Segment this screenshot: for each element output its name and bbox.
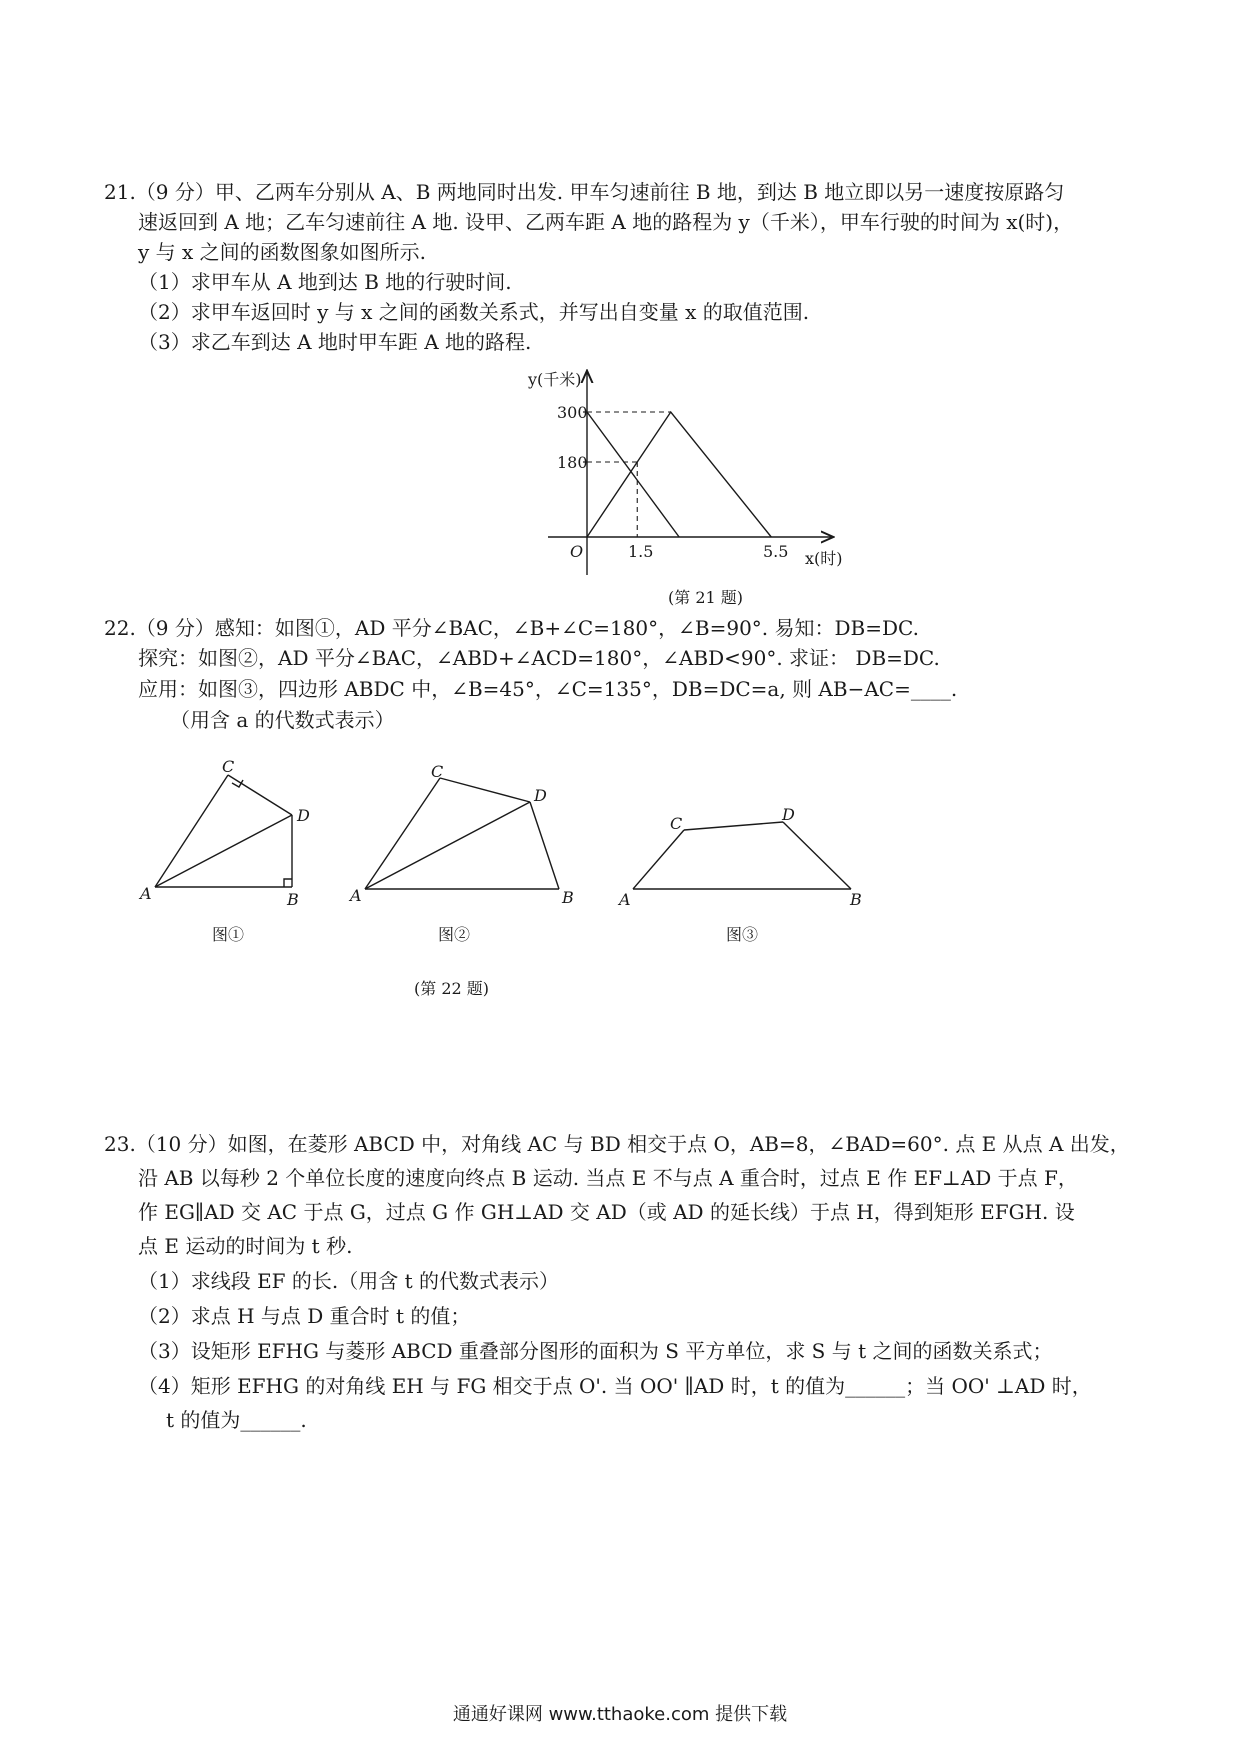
fig1-right-angle-b xyxy=(284,879,292,887)
q22-caption: (第 22 题) xyxy=(414,979,490,998)
q23-sub-2: （2）求点 H 与点 D 重合时 t 的值； xyxy=(138,1304,471,1328)
fig1-side-cd xyxy=(228,775,292,815)
origin-label: O xyxy=(570,542,584,561)
fig1-label-b: B xyxy=(287,890,299,909)
fig1-caption: 图① xyxy=(212,925,245,944)
fig2-caption: 图② xyxy=(438,925,471,944)
fig2-label-b: B xyxy=(562,888,574,907)
fig3-caption: 图③ xyxy=(726,925,759,944)
q23-line-4: 点 E 运动的时间为 t 秒. xyxy=(138,1234,353,1258)
y-axis-label: y(千米) xyxy=(528,370,582,389)
fig2-side-cd xyxy=(440,778,530,802)
figure-3 xyxy=(633,822,851,889)
fig2-side-db xyxy=(530,802,559,889)
fig3-side-cd xyxy=(684,822,783,830)
q23-sub-3: （3）设矩形 EFHG 与菱形 ABCD 重叠部分图形的面积为 S 平方单位，求 S 与 t 之间的函数关系式； xyxy=(138,1339,1053,1363)
q22-line-1: 22.（9 分）感知：如图①，AD 平分∠BAC，∠B+∠C=180°，∠B=90°. 易知：DB=DC. xyxy=(104,616,919,640)
x-tick-5-5: 5.5 xyxy=(763,542,789,561)
fig1-label-a: A xyxy=(140,884,152,903)
fig1-side-ac xyxy=(155,775,228,887)
x-tick-1-5: 1.5 xyxy=(628,542,654,561)
fig3-label-c: C xyxy=(670,814,683,833)
fig1-diagonal-ad xyxy=(155,815,292,887)
figure-1 xyxy=(155,775,292,887)
fig2-label-d: D xyxy=(534,786,547,805)
q21-line-3: y 与 x 之间的函数图象如图所示. xyxy=(138,240,427,264)
fig2-label-c: C xyxy=(431,762,444,781)
figure-2 xyxy=(365,778,559,889)
q22-line-4: （用含 a 的代数式表示） xyxy=(170,708,395,732)
fig2-label-a: A xyxy=(350,886,362,905)
q21-caption: (第 21 题) xyxy=(668,588,744,607)
fig3-label-d: D xyxy=(782,805,795,824)
q23-sub-4: （4）矩形 EFHG 的对角线 EH 与 FG 相交于点 O'. 当 OO' ∥AD 时，t 的值为______；当 OO' ⊥AD 时， xyxy=(138,1374,1092,1398)
fig3-label-a: A xyxy=(619,890,631,909)
q23-line-1: 23.（10 分）如图，在菱形 ABCD 中，对角线 AC 与 BD 相交于点 O，AB=8，∠BAD=60°. 点 E 从点 A 出发， xyxy=(104,1132,1130,1156)
fig3-label-b: B xyxy=(850,890,862,909)
footer-text: 通通好课网 www.tthaoke.com 提供下载 xyxy=(452,1704,788,1725)
q23-line-3: 作 EG∥AD 交 AC 于点 G，过点 G 作 GH⊥AD 交 AD（或 AD 的延长线）于点 H，得到矩形 EFGH. 设 xyxy=(138,1200,1075,1224)
q21-sub-1: （1）求甲车从 A 地到达 B 地的行驶时间. xyxy=(138,270,512,294)
q23-sub-4-cont: t 的值为______. xyxy=(166,1408,307,1432)
q22-line-3: 应用：如图③，四边形 ABDC 中，∠B=45°，∠C=135°，DB=DC=a, 则 AB−AC=____. xyxy=(138,677,958,701)
fig2-diagonal-ad xyxy=(365,802,530,889)
q21-sub-2: （2）求甲车返回时 y 与 x 之间的函数关系式，并写出自变量 x 的取值范围. xyxy=(138,300,810,324)
q21-sub-3: （3）求乙车到达 A 地时甲车距 A 地的路程. xyxy=(138,330,532,354)
y-tick-180: 180 xyxy=(557,453,588,472)
fig2-side-ac xyxy=(365,778,440,889)
q22-line-2: 探究：如图②，AD 平分∠BAC，∠ABD+∠ACD=180°，∠ABD<90°. 求证： DB=DC. xyxy=(138,646,940,670)
q21-line-1: 21.（9 分）甲、乙两车分别从 A、B 两地同时出发. 甲车匀速前往 B 地，到达 B 地立即以另一速度按原路匀 xyxy=(104,180,1065,204)
q23-sub-1: （1）求线段 EF 的长.（用含 t 的代数式表示） xyxy=(138,1269,560,1293)
y-tick-300: 300 xyxy=(557,403,588,422)
q21-line-2: 速返回到 A 地；乙车匀速前往 A 地. 设甲、乙两车距 A 地的路程为 y（千米），甲车行驶的时间为 x(时)， xyxy=(138,210,1074,234)
fig3-side-ac xyxy=(633,830,684,889)
fig1-label-d: D xyxy=(297,806,310,825)
fig3-side-db xyxy=(783,822,851,889)
x-axis-label: x(时) xyxy=(805,549,843,568)
q23-line-2: 沿 AB 以每秒 2 个单位长度的速度向终点 B 运动. 当点 E 不与点 A 重合时，过点 E 作 EF⊥AD 于点 F， xyxy=(138,1166,1078,1190)
fig1-label-c: C xyxy=(222,757,235,776)
